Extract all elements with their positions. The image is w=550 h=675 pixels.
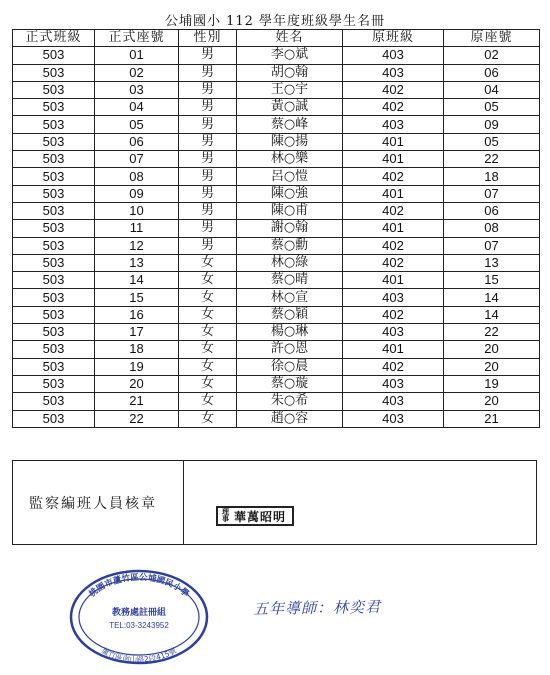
- table-cell: 402: [343, 168, 444, 185]
- table-row: [13, 47, 540, 64]
- table-row: [13, 306, 540, 323]
- stamp-name: 華萬昭明: [234, 509, 287, 524]
- table-cell: 陳○強: [237, 185, 343, 202]
- table-cell: 403: [343, 375, 444, 392]
- table-cell: 05: [444, 133, 540, 150]
- table-cell: 403: [343, 410, 444, 427]
- table-cell: 503: [13, 81, 95, 98]
- table-row: [13, 341, 540, 358]
- handwritten-teacher-note: 五年導師：林奕君: [252, 597, 382, 619]
- table-row: [13, 289, 540, 306]
- table-cell: 04: [95, 99, 179, 116]
- table-cell: 女: [179, 324, 237, 341]
- seal-outer-text: 桃園市蘆竹區公埔國民小學: [87, 572, 191, 600]
- column-header: 原座號: [444, 30, 540, 47]
- table-row: [13, 254, 540, 271]
- table-cell: 402: [343, 237, 444, 254]
- table-cell: 402: [343, 306, 444, 323]
- table-cell: 402: [343, 99, 444, 116]
- table-cell: 11: [95, 220, 179, 237]
- table-cell: 09: [444, 116, 540, 133]
- table-cell: 401: [343, 341, 444, 358]
- table-cell: 19: [95, 358, 179, 375]
- table-cell: 王○宇: [237, 81, 343, 98]
- table-cell: 06: [444, 64, 540, 81]
- table-cell: 08: [444, 220, 540, 237]
- table-cell: 15: [95, 289, 179, 306]
- table-cell: 503: [13, 185, 95, 202]
- table-cell: 男: [179, 116, 237, 133]
- table-cell: 男: [179, 151, 237, 168]
- table-row: [13, 99, 540, 116]
- column-header: 姓名: [237, 30, 343, 47]
- table-cell: 12: [95, 237, 179, 254]
- table-cell: 男: [179, 185, 237, 202]
- table-cell: 林○樂: [237, 151, 343, 168]
- table-cell: 男: [179, 220, 237, 237]
- table-cell: 06: [444, 202, 540, 219]
- table-cell: 男: [179, 168, 237, 185]
- table-cell: 08: [95, 168, 179, 185]
- table-body: [13, 47, 540, 428]
- table-cell: 503: [13, 375, 95, 392]
- stamp-prefix: 理事: [222, 508, 230, 523]
- table-cell: 19: [444, 375, 540, 392]
- table-cell: 503: [13, 289, 95, 306]
- table-cell: 403: [343, 324, 444, 341]
- column-header: 正式座號: [95, 30, 179, 47]
- table-cell: 10: [95, 202, 179, 219]
- table-cell: 403: [343, 64, 444, 81]
- seal-office-text: 教務處註冊組: [111, 608, 167, 618]
- table-header-row: [13, 30, 540, 47]
- school-seal-stamp: [68, 568, 210, 666]
- table-cell: 朱○希: [237, 393, 343, 410]
- table-cell: 503: [13, 272, 95, 289]
- table-row: [13, 133, 540, 150]
- table-cell: 男: [179, 64, 237, 81]
- seal-phone-text: TEL:03-3243952: [109, 621, 169, 630]
- table-cell: 蔡○璇: [237, 375, 343, 392]
- table-cell: 女: [179, 410, 237, 427]
- table-cell: 蔡○勳: [237, 237, 343, 254]
- table-cell: 許○恩: [237, 341, 343, 358]
- table-cell: 13: [444, 254, 540, 271]
- table-cell: 503: [13, 133, 95, 150]
- table-cell: 22: [95, 410, 179, 427]
- table-cell: 蔡○晴: [237, 272, 343, 289]
- table-cell: 13: [95, 254, 179, 271]
- table-cell: 503: [13, 168, 95, 185]
- table-row: [13, 324, 540, 341]
- table-cell: 503: [13, 202, 95, 219]
- table-cell: 03: [95, 81, 179, 98]
- table-cell: 女: [179, 393, 237, 410]
- table-cell: 22: [444, 151, 540, 168]
- table-cell: 503: [13, 64, 95, 81]
- table-cell: 黃○誠: [237, 99, 343, 116]
- table-cell: 男: [179, 237, 237, 254]
- table-cell: 402: [343, 202, 444, 219]
- table-cell: 05: [95, 116, 179, 133]
- table-cell: 403: [343, 116, 444, 133]
- table-cell: 401: [343, 133, 444, 150]
- table-cell: 男: [179, 81, 237, 98]
- table-cell: 503: [13, 358, 95, 375]
- table-cell: 503: [13, 99, 95, 116]
- table-cell: 503: [13, 324, 95, 341]
- table-row: [13, 220, 540, 237]
- table-row: [13, 375, 540, 392]
- table-cell: 02: [95, 64, 179, 81]
- table-cell: 401: [343, 272, 444, 289]
- table-cell: 09: [95, 185, 179, 202]
- table-cell: 男: [179, 202, 237, 219]
- table-cell: 女: [179, 341, 237, 358]
- table-cell: 403: [343, 289, 444, 306]
- table-cell: 楊○琳: [237, 324, 343, 341]
- table-cell: 401: [343, 185, 444, 202]
- table-cell: 503: [13, 237, 95, 254]
- table-cell: 陳○揚: [237, 133, 343, 150]
- table-cell: 02: [444, 47, 540, 64]
- table-cell: 503: [13, 116, 95, 133]
- table-cell: 503: [13, 47, 95, 64]
- table-cell: 503: [13, 341, 95, 358]
- table-cell: 01: [95, 47, 179, 64]
- table-cell: 16: [95, 306, 179, 323]
- table-cell: 21: [95, 393, 179, 410]
- table-cell: 20: [444, 358, 540, 375]
- table-cell: 503: [13, 220, 95, 237]
- table-cell: 女: [179, 306, 237, 323]
- table-row: [13, 237, 540, 254]
- table-cell: 男: [179, 99, 237, 116]
- table-cell: 林○宣: [237, 289, 343, 306]
- table-cell: 04: [444, 81, 540, 98]
- supervisor-name-stamp: [216, 506, 294, 526]
- table-cell: 呂○愷: [237, 168, 343, 185]
- table-cell: 18: [95, 341, 179, 358]
- table-cell: 503: [13, 393, 95, 410]
- table-cell: 503: [13, 151, 95, 168]
- table-cell: 14: [444, 289, 540, 306]
- table-cell: 07: [95, 151, 179, 168]
- table-cell: 蔡○穎: [237, 306, 343, 323]
- table-cell: 20: [444, 393, 540, 410]
- table-cell: 趙○容: [237, 410, 343, 427]
- table-cell: 女: [179, 289, 237, 306]
- table-cell: 05: [444, 99, 540, 116]
- table-cell: 20: [444, 341, 540, 358]
- table-cell: 401: [343, 151, 444, 168]
- table-cell: 14: [444, 306, 540, 323]
- table-row: [13, 64, 540, 81]
- table-cell: 18: [444, 168, 540, 185]
- table-cell: 402: [343, 254, 444, 271]
- table-cell: 20: [95, 375, 179, 392]
- table-cell: 男: [179, 47, 237, 64]
- table-cell: 503: [13, 306, 95, 323]
- supervisor-signature-box: [12, 460, 537, 545]
- table-row: [13, 151, 540, 168]
- table-cell: 06: [95, 133, 179, 150]
- table-cell: 403: [343, 393, 444, 410]
- table-cell: 女: [179, 254, 237, 271]
- table-cell: 15: [444, 272, 540, 289]
- table-cell: 胡○翰: [237, 64, 343, 81]
- column-header: 性別: [179, 30, 237, 47]
- page-title: 公埔國小 112 學年度班級學生名冊: [164, 14, 386, 29]
- table-cell: 蔡○峰: [237, 116, 343, 133]
- table-row: [13, 168, 540, 185]
- table-cell: 14: [95, 272, 179, 289]
- table-cell: 07: [444, 185, 540, 202]
- table-cell: 22: [444, 324, 540, 341]
- table-cell: 401: [343, 220, 444, 237]
- table-cell: 07: [444, 237, 540, 254]
- table-row: [13, 202, 540, 219]
- seal-address-text: 蘆竹區南山路2段415號: [100, 645, 178, 665]
- table-cell: 21: [444, 410, 540, 427]
- divider: [183, 461, 184, 544]
- supervisor-label: 監察編班人員核章: [29, 496, 157, 512]
- table-cell: 謝○翰: [237, 220, 343, 237]
- table-row: [13, 116, 540, 133]
- table-cell: 17: [95, 324, 179, 341]
- table-cell: 陳○甫: [237, 202, 343, 219]
- student-roster-table: [12, 29, 540, 428]
- column-header: 正式班級: [13, 30, 95, 47]
- table-cell: 李○斌: [237, 47, 343, 64]
- table-row: [13, 410, 540, 427]
- table-cell: 徐○晨: [237, 358, 343, 375]
- table-cell: 503: [13, 410, 95, 427]
- table-cell: 503: [13, 254, 95, 271]
- table-cell: 402: [343, 81, 444, 98]
- table-cell: 女: [179, 272, 237, 289]
- table-row: [13, 185, 540, 202]
- table-cell: 女: [179, 358, 237, 375]
- column-header: 原班級: [343, 30, 444, 47]
- table-cell: 女: [179, 375, 237, 392]
- table-cell: 403: [343, 47, 444, 64]
- table-row: [13, 393, 540, 410]
- table-cell: 男: [179, 133, 237, 150]
- table-cell: 林○綠: [237, 254, 343, 271]
- table-row: [13, 272, 540, 289]
- table-row: [13, 81, 540, 98]
- table-row: [13, 358, 540, 375]
- table-cell: 402: [343, 358, 444, 375]
